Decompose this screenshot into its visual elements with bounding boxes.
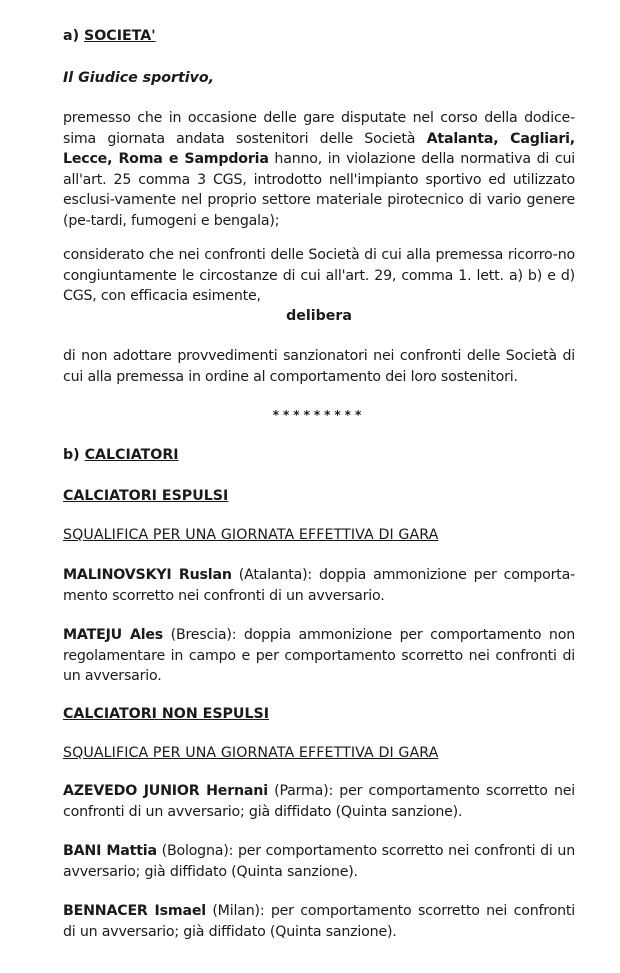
judge-line: Il Giudice sportivo,: [63, 70, 215, 86]
non-expelled-sanction-sub: SQUALIFICA PER UNA GIORNATA EFFETTIVA DI GARA: [63, 745, 439, 761]
player-name: BENNACER Ismael: [63, 903, 206, 919]
player-text: (Parma): per comportamento scorretto nei confronti di un avversario; già diffidato (Quinta sanzione).: [63, 783, 576, 820]
premise-text-2: hanno, in violazione della normativa di cui all'art. 25 comma 3 CGS, introdotto nell'impianto sportivo ed utilizzato esclusi-vamente nel proprio settore materiale pirotecnico di vario genere (pe-tardi, fumogeni e bengala);: [63, 151, 575, 229]
section-a-heading: [63, 26, 575, 47]
non-expelled-title: [63, 704, 575, 725]
expelled-title-text: CALCIATORI ESPULSI: [63, 488, 229, 504]
premise-clubs: Atalanta, Cagliari, Lecce, Roma e Sampdoria: [63, 130, 575, 167]
player-entry: [63, 901, 575, 942]
player-name: BANI Mattia: [63, 843, 157, 859]
considered-paragraph: considerato che nei confronti delle Società di cui alla premessa ricorro-no congiuntamente le circostanze di cui all'art. 29, comma 1. lett. a) b) e d) CGS, con efficacia esimente,: [63, 247, 575, 304]
expelled-title: [63, 486, 575, 507]
player-entry: [63, 781, 575, 822]
section-b-prefix: b): [63, 447, 80, 463]
decision-paragraph: di non adottare provvedimenti sanzionatori nei confronti delle Società di cui alla premessa in ordine al comportamento dei loro sostenitori.: [63, 348, 575, 385]
expelled-sanction-sub: SQUALIFICA PER UNA GIORNATA EFFETTIVA DI GARA: [63, 527, 439, 543]
section-b-heading: [63, 445, 575, 466]
section-a-title: SOCIETA': [84, 28, 156, 44]
player-name: MALINOVSKYI Ruslan: [63, 567, 232, 583]
player-entry: [63, 841, 575, 882]
player-text: (Atalanta): doppia ammonizione per comporta-mento scorretto nei confronti di un avversario.: [63, 567, 575, 604]
player-text: (Bologna): per comportamento scorretto nei confronti di un avversario; già diffidato (Quinta sanzione).: [63, 843, 575, 880]
player-text: (Brescia): doppia ammonizione per comportamento non regolamentare in campo e per comportamento scorretto nei confronti di un avversario.: [63, 627, 575, 684]
separator-stars: *********: [272, 408, 366, 422]
section-a-prefix: a): [63, 28, 80, 44]
delibera-heading: delibera: [286, 308, 352, 324]
player-name: MATEJU Ales: [63, 627, 164, 643]
player-entry: [63, 565, 575, 606]
non-expelled-title-text: CALCIATORI NON ESPULSI: [63, 706, 269, 722]
premise-text-1: premesso che in occasione delle gare disputate nel corso della dodice-sima giornata andata sostenitori delle Società: [63, 110, 575, 147]
premise-paragraph: [63, 108, 575, 231]
section-b-title: CALCIATORI: [84, 447, 179, 463]
player-name: AZEVEDO JUNIOR Hernani: [63, 783, 268, 799]
player-text: (Milan): per comportamento scorretto nei confronti di un avversario; già diffidato (Quinta sanzione).: [63, 903, 575, 940]
player-entry: [63, 625, 575, 687]
